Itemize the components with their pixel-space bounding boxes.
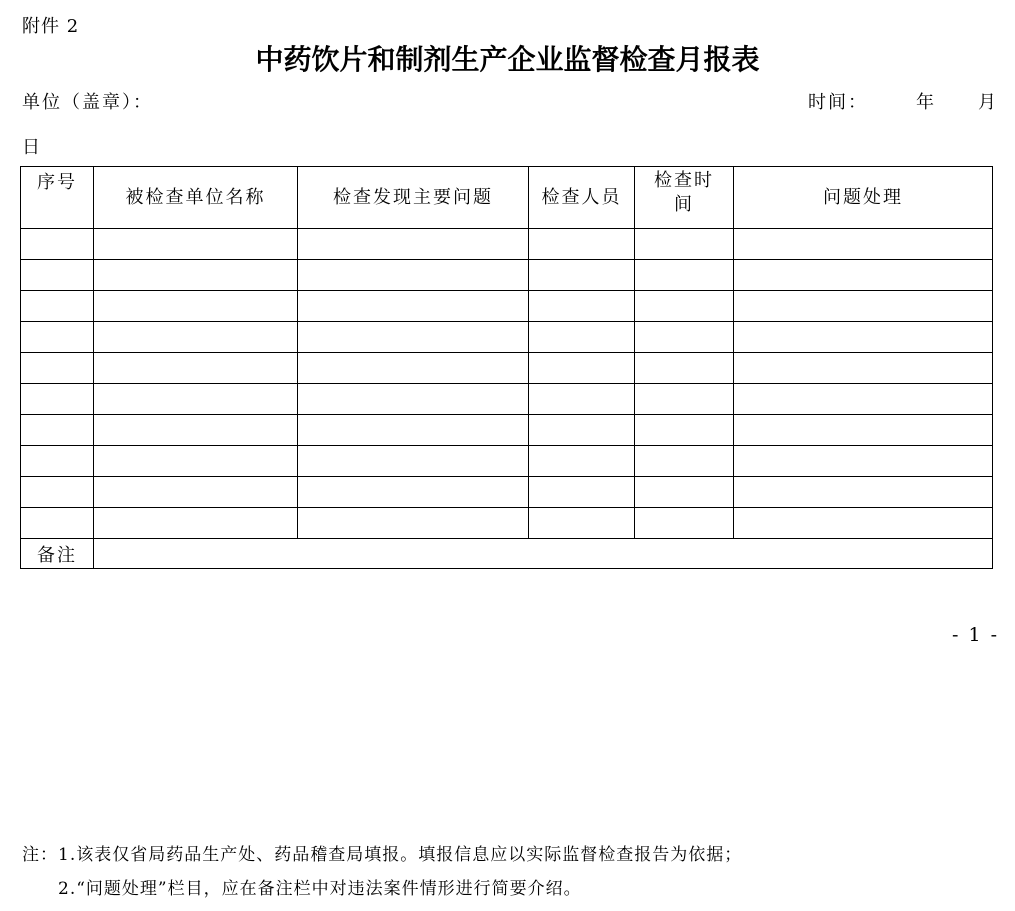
table-cell[interactable] xyxy=(21,508,94,539)
table-cell[interactable] xyxy=(21,384,94,415)
header-main-issues: 检查发现主要问题 xyxy=(298,167,529,229)
table-cell[interactable] xyxy=(635,446,734,477)
table-cell[interactable] xyxy=(298,415,529,446)
table-cell[interactable] xyxy=(298,508,529,539)
table-cell[interactable] xyxy=(529,384,635,415)
table-cell[interactable] xyxy=(734,508,993,539)
table-cell[interactable] xyxy=(94,291,298,322)
header-handling: 问题处理 xyxy=(734,167,993,229)
table-cell[interactable] xyxy=(635,291,734,322)
time-label: 时间： xyxy=(808,92,868,113)
table-cell[interactable] xyxy=(94,508,298,539)
table-row xyxy=(21,508,993,539)
remarks-row xyxy=(21,539,993,569)
time-year-label: 年 xyxy=(916,92,936,113)
table-cell[interactable] xyxy=(635,353,734,384)
report-table xyxy=(20,166,993,569)
table-cell[interactable] xyxy=(529,477,635,508)
table-row xyxy=(21,353,993,384)
table-row xyxy=(21,446,993,477)
table-cell[interactable] xyxy=(529,260,635,291)
table-cell[interactable] xyxy=(529,322,635,353)
table-cell[interactable] xyxy=(94,384,298,415)
header-inspectors: 检查人员 xyxy=(529,167,635,229)
table-cell[interactable] xyxy=(21,477,94,508)
table-row xyxy=(21,415,993,446)
table-cell[interactable] xyxy=(734,229,993,260)
table-cell[interactable] xyxy=(21,291,94,322)
attachment-label: 附件 2 xyxy=(22,16,80,37)
table-cell[interactable] xyxy=(529,415,635,446)
page-number: - 1 - xyxy=(952,624,1000,646)
table-cell[interactable] xyxy=(298,229,529,260)
table-row xyxy=(21,322,993,353)
table-header-row xyxy=(21,167,993,229)
table-cell[interactable] xyxy=(298,477,529,508)
table-cell[interactable] xyxy=(635,229,734,260)
table-cell[interactable] xyxy=(21,229,94,260)
table-cell[interactable] xyxy=(734,353,993,384)
table-cell[interactable] xyxy=(94,322,298,353)
table-cell[interactable] xyxy=(734,291,993,322)
table-cell[interactable] xyxy=(734,446,993,477)
table-row xyxy=(21,477,993,508)
table-cell[interactable] xyxy=(635,508,734,539)
table-cell[interactable] xyxy=(94,415,298,446)
footnote-2: 2.“问题处理”栏目，应在备注栏中对违法案件情形进行简要介绍。 xyxy=(58,879,582,899)
table-cell[interactable] xyxy=(734,260,993,291)
table-cell[interactable] xyxy=(298,322,529,353)
table-cell[interactable] xyxy=(734,322,993,353)
form-title: 中药饮片和制剂生产企业监督检查月报表 xyxy=(255,43,760,76)
table-cell[interactable] xyxy=(635,260,734,291)
table-row xyxy=(21,384,993,415)
table-cell[interactable] xyxy=(635,477,734,508)
table-cell[interactable] xyxy=(21,446,94,477)
table-cell[interactable] xyxy=(298,260,529,291)
header-inspection-time xyxy=(635,167,734,229)
table-cell[interactable] xyxy=(529,353,635,384)
header-unit-name: 被检查单位名称 xyxy=(94,167,298,229)
table-cell[interactable] xyxy=(298,353,529,384)
table-cell[interactable] xyxy=(529,446,635,477)
table-cell[interactable] xyxy=(94,229,298,260)
table-cell[interactable] xyxy=(94,477,298,508)
table-cell[interactable] xyxy=(734,477,993,508)
table-cell[interactable] xyxy=(298,384,529,415)
table-cell[interactable] xyxy=(21,260,94,291)
footnote-1: 注：1.该表仅省局药品生产处、药品稽查局填报。填报信息应以实际监督检查报告为依据； xyxy=(22,845,743,865)
table-cell[interactable] xyxy=(94,353,298,384)
header-inspection-time-line2: 间 xyxy=(674,194,694,215)
table-cell[interactable] xyxy=(734,415,993,446)
header-seq: 序号 xyxy=(21,167,94,229)
time-month-label: 月 xyxy=(978,92,998,113)
table-cell[interactable] xyxy=(529,291,635,322)
remarks-label: 备注 xyxy=(21,539,94,569)
time-line xyxy=(808,88,998,114)
header-inspection-time-line1: 检查时 xyxy=(654,170,714,191)
table-cell[interactable] xyxy=(94,260,298,291)
table-cell[interactable] xyxy=(298,446,529,477)
time-day-label: 日 xyxy=(22,137,40,158)
table-row xyxy=(21,291,993,322)
unit-stamp-label: 单位（盖章）： xyxy=(22,92,153,113)
table-cell[interactable] xyxy=(21,322,94,353)
table-cell[interactable] xyxy=(298,291,529,322)
table-cell[interactable] xyxy=(635,322,734,353)
table-cell[interactable] xyxy=(529,229,635,260)
table-cell[interactable] xyxy=(635,415,734,446)
table-cell[interactable] xyxy=(94,446,298,477)
remarks-cell[interactable] xyxy=(94,539,993,569)
table-row xyxy=(21,260,993,291)
table-cell[interactable] xyxy=(734,384,993,415)
table-cell[interactable] xyxy=(21,353,94,384)
table-cell[interactable] xyxy=(635,384,734,415)
table-cell[interactable] xyxy=(529,508,635,539)
table-row xyxy=(21,229,993,260)
table-cell[interactable] xyxy=(21,415,94,446)
